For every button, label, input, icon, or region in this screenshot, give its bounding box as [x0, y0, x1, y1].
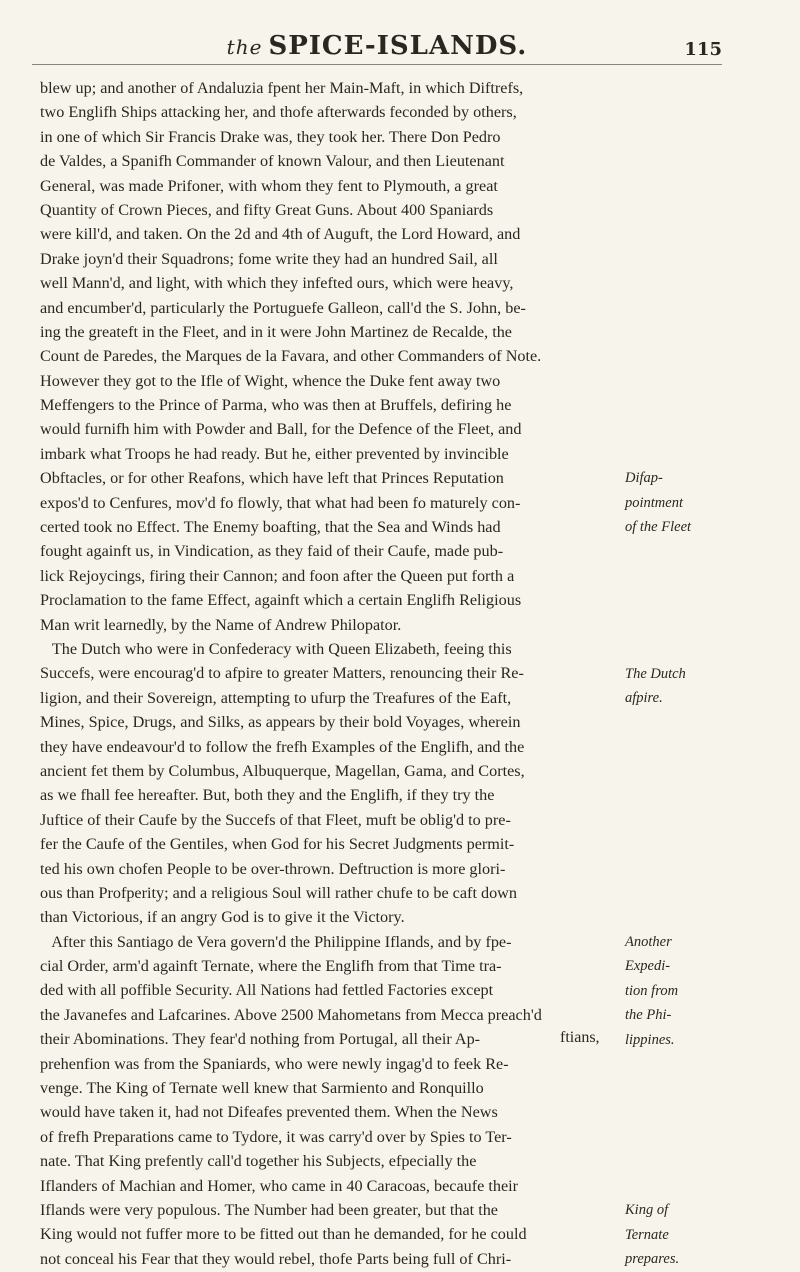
text-line: lick Rejoycings, firing their Cannon; and foon after the Queen put forth a — [40, 566, 515, 585]
text-line: were kill'd, and taken. On the 2d and 4th of Auguft, the Lord Howard, and — [40, 225, 521, 244]
text-line: Count de Paredes, the Marques de la Favara, and other Commanders of Note. — [40, 347, 542, 366]
margin-note: tion from — [625, 982, 679, 999]
text-line: prehenfion was from the Spaniards, who were newly ingag'd to feek Re- — [40, 1054, 509, 1073]
text-line: cial Order, arm'd againft Ternate, where the Englifh from that Time tra- — [40, 957, 502, 976]
text-line: imbark what Troops he had ready. But he, either prevented by invincible — [40, 444, 509, 463]
text-line: the Javanefes and Lafcarines. Above 2500 Mahometans from Mecca preach'd — [40, 1005, 542, 1024]
text-line: of frefh Preparations came to Tydore, it was carry'd over by Spies to Ter- — [40, 1127, 512, 1146]
margin-note: The Dutch — [625, 665, 686, 682]
margin-note: lippines. — [625, 1031, 675, 1048]
margin-note: Ternate — [625, 1226, 669, 1243]
text-line: would furnifh him with Powder and Ball, for the Defence of the Fleet, and — [40, 420, 522, 439]
text-line: in one of which Sir Francis Drake was, they took her. There Don Pedro — [40, 127, 501, 146]
running-head-title: SPICE-ISLANDS. — [268, 31, 528, 61]
margin-note: Difap- — [625, 470, 663, 487]
text-line: not conceal his Fear that they would rebel, thofe Parts being full of Chri- — [40, 1249, 512, 1268]
page-header — [32, 26, 722, 65]
text-line: de Valdes, a Spanifh Commander of known Valour, and then Lieutenant — [40, 152, 505, 171]
margin-note: prepares. — [625, 1251, 680, 1268]
text-line: King would not fuffer more to be fitted out than he demanded, for he could — [40, 1225, 527, 1244]
text-line: Mines, Spice, Drugs, and Silks, as appears by their bold Voyages, wherein — [40, 713, 521, 732]
text-line: expos'd to Cenfures, mov'd fo flowly, that what had been fo maturely con- — [40, 493, 521, 512]
text-line: ing the greateft in the Fleet, and in it were John Martinez de Recalde, the — [40, 322, 512, 341]
text-line: as we fhall fee hereafter. But, both they and the Englifh, if they try the — [40, 786, 495, 805]
text-line: venge. The King of Ternate well knew that Sarmiento and Ronquillo — [40, 1079, 484, 1098]
running-head-prefix: the — [226, 35, 263, 59]
text-line: Meffengers to the Prince of Parma, who was then at Bruffels, defiring he — [40, 396, 512, 415]
text-line: fer the Caufe of the Gentiles, when God for his Secret Judgments permit- — [40, 835, 515, 854]
text-line: Quantity of Crown Pieces, and fifty Great Guns. About 400 Spaniards — [40, 200, 494, 219]
text-line: ded with all poffible Security. All Nations had fettled Factories except — [40, 981, 494, 1000]
text-line: Iflanders of Machian and Homer, who came in 40 Caracoas, becaufe their — [40, 1176, 519, 1195]
text-line: Succefs, were encourag'd to afpire to greater Matters, renouncing their Re- — [40, 664, 524, 683]
text-line: Juftice of their Caufe by the Succefs of that Fleet, muft be oblig'd to pre- — [40, 810, 511, 829]
margin-note: afpire. — [625, 690, 663, 706]
text-line: would have taken it, had not Difeafes prevented them. When the News — [40, 1103, 498, 1122]
text-line: nate. That King prefently call'd together his Subjects, efpecially the — [40, 1152, 477, 1171]
text-line: well Mann'd, and light, with which they infefted ours, which were heavy, — [40, 274, 514, 293]
text-line: Proclamation to the fame Effect, againft which a certain Englifh Religious — [40, 591, 522, 610]
body-text — [40, 76, 620, 1271]
text-line: General, was made Prifoner, with whom they fent to Plymouth, a great — [40, 176, 498, 195]
text-line: ancient fet them by Columbus, Albuquerque, Magellan, Gama, and Cortes, — [40, 761, 525, 780]
text-line: After this Santiago de Vera govern'd the Philippine Iflands, and by fpe- — [40, 932, 512, 951]
text-line: certed took no Effect. The Enemy boafting, that the Sea and Winds had — [40, 518, 501, 537]
margin-note: King of — [625, 1202, 669, 1219]
text-line: their Abominations. They fear'd nothing from Portugal, all their Ap- — [40, 1030, 481, 1049]
text-line: two Englifh Ships attacking her, and thofe afterwards feconded by others, — [40, 103, 517, 122]
margin-note: Another — [625, 934, 672, 950]
margin-note: the Phi- — [625, 1007, 672, 1024]
text-line: they have endeavour'd to follow the frefh Examples of the Englifh, and the — [40, 737, 525, 756]
margin-note: of the Fleet — [625, 519, 692, 536]
running-head — [227, 31, 528, 64]
text-line: fought againft us, in Vindication, as they faid of their Caufe, made pub- — [40, 542, 504, 561]
text-line: ous than Profperity; and a religious Soul will rather chufe to be caft down — [40, 883, 517, 902]
catchword: ftians, — [560, 1029, 600, 1046]
text-line: blew up; and another of Andaluzia fpent her Main-Maft, in which Diftrefs, — [40, 79, 524, 97]
text-line: ligion, and their Sovereign, attempting to ufurp the Treafures of the Eaft, — [40, 688, 512, 707]
text-line: and encumber'd, particularly the Portuguefe Galleon, call'd the S. John, be- — [40, 298, 526, 317]
text-line: than Victorious, if an angry God is to give it the Victory. — [40, 908, 405, 927]
page-number: 115 — [684, 39, 722, 60]
text-line: Drake joyn'd their Squadrons; fome write they had an hundred Sail, all — [40, 249, 498, 268]
text-line: However they got to the Ifle of Wight, whence the Duke fent away two — [40, 371, 501, 390]
text-line: Iflands were very populous. The Number had been greater, but that the — [40, 1200, 498, 1219]
margin-note: pointment — [625, 494, 683, 511]
text-line: The Dutch who were in Confederacy with Queen Elizabeth, feeing this — [40, 639, 512, 658]
text-line: Man writ learnedly, by the Name of Andrew Philopator. — [40, 615, 402, 634]
text-line: Obftacles, or for other Reafons, which have left that Princes Reputation — [40, 469, 504, 488]
margin-note: Expedi- — [625, 958, 671, 975]
text-line: ted his own chofen People to be over-thrown. Deftruction is more glori- — [40, 859, 506, 878]
